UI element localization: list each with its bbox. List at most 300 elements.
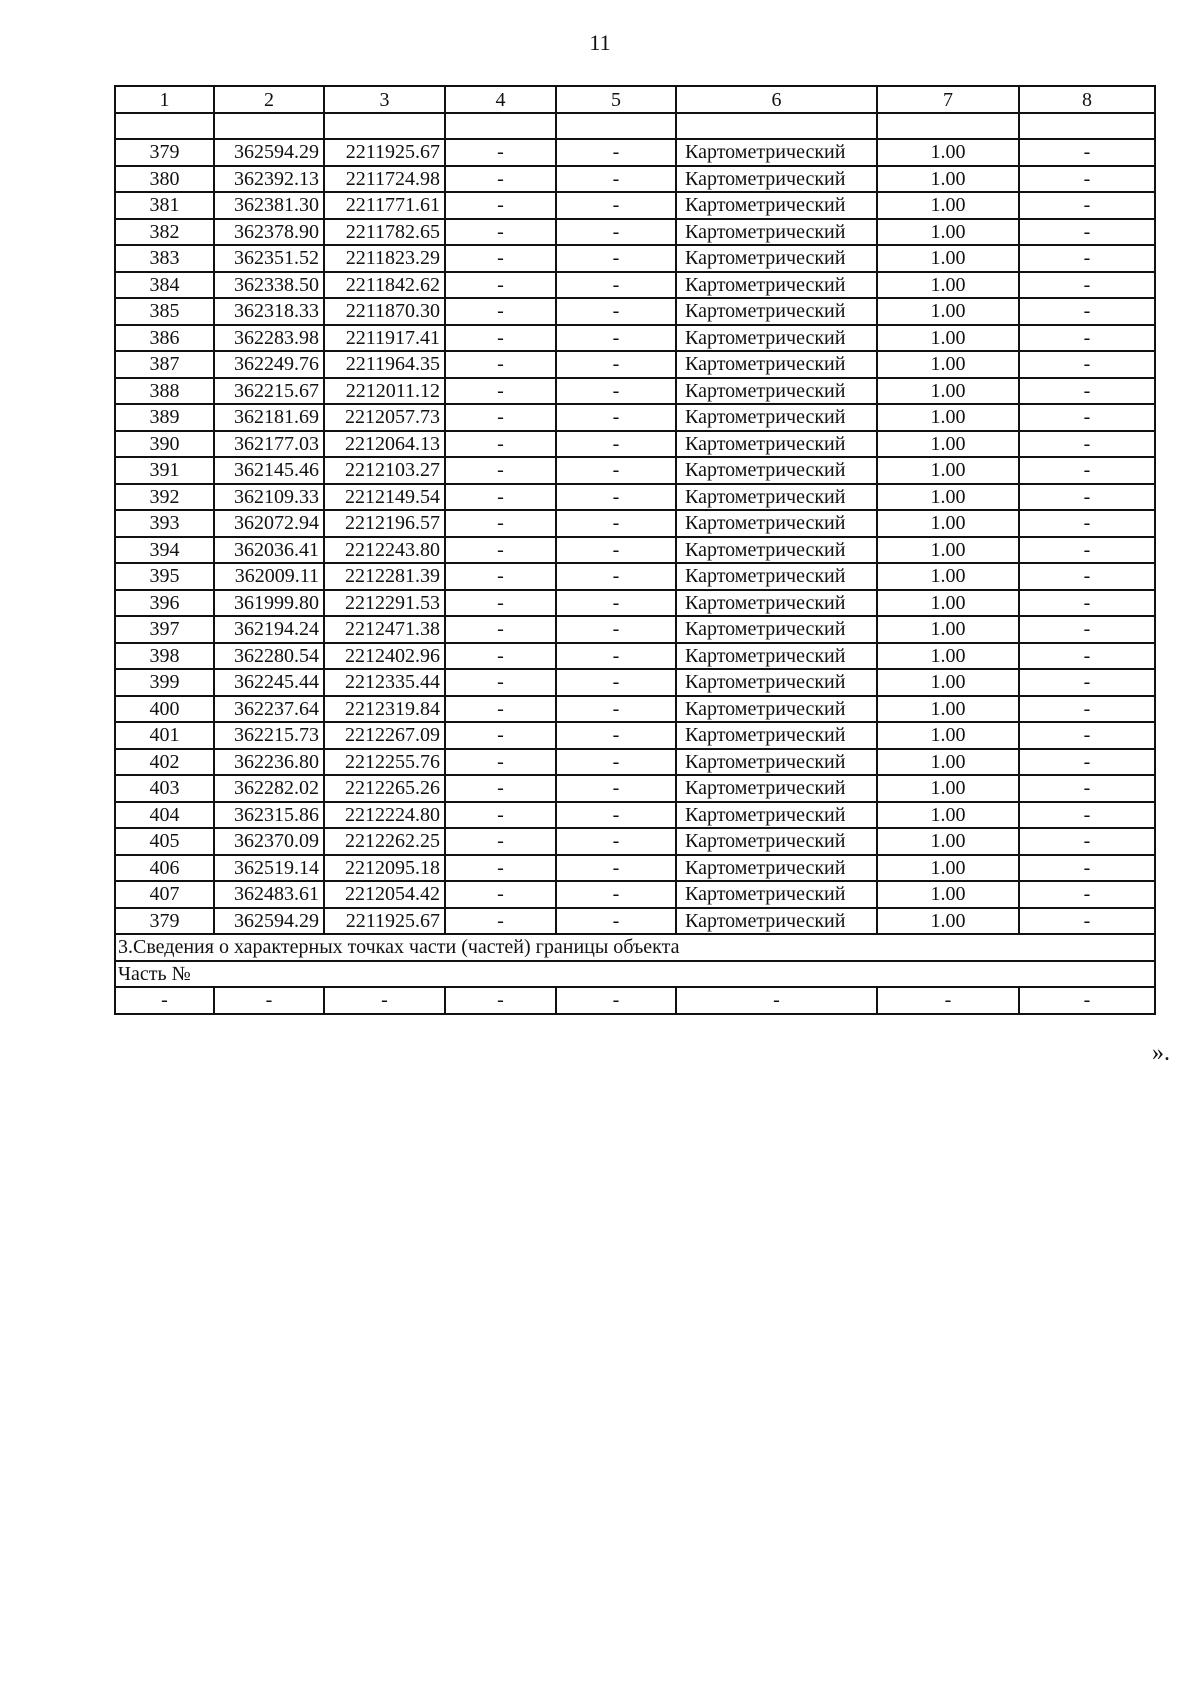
column-header: 6 [676, 86, 877, 113]
col5-cell: - [556, 537, 676, 564]
col5-cell: - [556, 431, 676, 458]
accuracy-cell: 1.00 [877, 669, 1019, 696]
y-coordinate-cell: 2212224.80 [324, 802, 445, 829]
y-coordinate-cell: 2212103.27 [324, 457, 445, 484]
accuracy-cell: 1.00 [877, 272, 1019, 299]
x-coordinate-cell: 362072.94 [214, 510, 324, 537]
col5-cell: - [556, 298, 676, 325]
method-cell: Картометрический [676, 166, 877, 193]
point-number-cell: 386 [115, 325, 214, 352]
accuracy-cell: 1.00 [877, 696, 1019, 723]
col5-cell: - [556, 563, 676, 590]
dash-cell: - [556, 987, 676, 1014]
x-coordinate-cell: 362594.29 [214, 139, 324, 166]
method-cell: Картометрический [676, 272, 877, 299]
table-row [115, 908, 1155, 935]
point-number-cell: 379 [115, 908, 214, 935]
table-row [115, 219, 1155, 246]
col5-cell: - [556, 457, 676, 484]
col8-cell: - [1019, 510, 1155, 537]
col5-cell: - [556, 802, 676, 829]
dash-cell: - [324, 987, 445, 1014]
section-title: 3.Сведения о характерных точках части (частей) границы объекта [115, 934, 1155, 961]
point-number-cell: 407 [115, 881, 214, 908]
accuracy-cell: 1.00 [877, 828, 1019, 855]
empty-cell [1019, 113, 1155, 139]
page-number: 11 [589, 30, 611, 55]
accuracy-cell: 1.00 [877, 139, 1019, 166]
col5-cell: - [556, 722, 676, 749]
col8-cell: - [1019, 643, 1155, 670]
method-cell: Картометрический [676, 351, 877, 378]
point-number-cell: 382 [115, 219, 214, 246]
col4-cell: - [445, 351, 556, 378]
col8-cell: - [1019, 351, 1155, 378]
accuracy-cell: 1.00 [877, 457, 1019, 484]
point-number-cell: 402 [115, 749, 214, 776]
col8-cell: - [1019, 298, 1155, 325]
table-row [115, 775, 1155, 802]
accuracy-cell: 1.00 [877, 537, 1019, 564]
empty-cell [115, 113, 214, 139]
col4-cell: - [445, 881, 556, 908]
x-coordinate-cell: 362282.02 [214, 775, 324, 802]
x-coordinate-cell: 362594.29 [214, 908, 324, 935]
empty-cell [556, 113, 676, 139]
col8-cell: - [1019, 139, 1155, 166]
method-cell: Картометрический [676, 643, 877, 670]
x-coordinate-cell: 362280.54 [214, 643, 324, 670]
method-cell: Картометрический [676, 404, 877, 431]
point-number-cell: 380 [115, 166, 214, 193]
section-title-row [115, 934, 1155, 961]
col8-cell: - [1019, 192, 1155, 219]
x-coordinate-cell: 362236.80 [214, 749, 324, 776]
empty-cell [214, 113, 324, 139]
point-number-cell: 405 [115, 828, 214, 855]
method-cell: Картометрический [676, 537, 877, 564]
coordinates-table [114, 85, 1156, 1015]
table-row [115, 351, 1155, 378]
table-row [115, 378, 1155, 405]
y-coordinate-cell: 2212267.09 [324, 722, 445, 749]
col4-cell: - [445, 245, 556, 272]
col5-cell: - [556, 219, 676, 246]
col4-cell: - [445, 298, 556, 325]
method-cell: Картометрический [676, 590, 877, 617]
col8-cell: - [1019, 590, 1155, 617]
method-cell: Картометрический [676, 457, 877, 484]
point-number-cell: 381 [115, 192, 214, 219]
method-cell: Картометрический [676, 219, 877, 246]
table-row [115, 722, 1155, 749]
method-cell: Картометрический [676, 696, 877, 723]
col8-cell: - [1019, 775, 1155, 802]
accuracy-cell: 1.00 [877, 775, 1019, 802]
col5-cell: - [556, 404, 676, 431]
dash-cell: - [214, 987, 324, 1014]
col5-cell: - [556, 775, 676, 802]
column-header-row [115, 86, 1155, 113]
col8-cell: - [1019, 325, 1155, 352]
table-row [115, 881, 1155, 908]
y-coordinate-cell: 2211771.61 [324, 192, 445, 219]
point-number-cell: 398 [115, 643, 214, 670]
table-row [115, 590, 1155, 617]
col4-cell: - [445, 775, 556, 802]
accuracy-cell: 1.00 [877, 351, 1019, 378]
x-coordinate-cell: 362177.03 [214, 431, 324, 458]
x-coordinate-cell: 362378.90 [214, 219, 324, 246]
point-number-cell: 389 [115, 404, 214, 431]
y-coordinate-cell: 2212196.57 [324, 510, 445, 537]
point-number-cell: 397 [115, 616, 214, 643]
col5-cell: - [556, 643, 676, 670]
y-coordinate-cell: 2212149.54 [324, 484, 445, 511]
empty-cell [324, 113, 445, 139]
point-number-cell: 392 [115, 484, 214, 511]
col4-cell: - [445, 643, 556, 670]
x-coordinate-cell: 362370.09 [214, 828, 324, 855]
accuracy-cell: 1.00 [877, 431, 1019, 458]
method-cell: Картометрический [676, 669, 877, 696]
table-body [115, 86, 1155, 934]
col8-cell: - [1019, 537, 1155, 564]
part-label: Часть № [115, 961, 1155, 988]
column-header: 7 [877, 86, 1019, 113]
x-coordinate-cell: 362036.41 [214, 537, 324, 564]
col8-cell: - [1019, 722, 1155, 749]
method-cell: Картометрический [676, 563, 877, 590]
x-coordinate-cell: 362315.86 [214, 802, 324, 829]
accuracy-cell: 1.00 [877, 192, 1019, 219]
table-row [115, 166, 1155, 193]
method-cell: Картометрический [676, 802, 877, 829]
col5-cell: - [556, 325, 676, 352]
table-row [115, 643, 1155, 670]
col8-cell: - [1019, 908, 1155, 935]
method-cell: Картометрический [676, 298, 877, 325]
x-coordinate-cell: 362392.13 [214, 166, 324, 193]
col4-cell: - [445, 139, 556, 166]
method-cell: Картометрический [676, 722, 877, 749]
col5-cell: - [556, 669, 676, 696]
col8-cell: - [1019, 484, 1155, 511]
method-cell: Картометрический [676, 510, 877, 537]
point-number-cell: 394 [115, 537, 214, 564]
col8-cell: - [1019, 855, 1155, 882]
y-coordinate-cell: 2212281.39 [324, 563, 445, 590]
col4-cell: - [445, 669, 556, 696]
col4-cell: - [445, 828, 556, 855]
col8-cell: - [1019, 378, 1155, 405]
col4-cell: - [445, 590, 556, 617]
method-cell: Картометрический [676, 192, 877, 219]
table-row [115, 325, 1155, 352]
accuracy-cell: 1.00 [877, 749, 1019, 776]
y-coordinate-cell: 2212319.84 [324, 696, 445, 723]
y-coordinate-cell: 2211964.35 [324, 351, 445, 378]
col5-cell: - [556, 590, 676, 617]
y-coordinate-cell: 2212057.73 [324, 404, 445, 431]
col4-cell: - [445, 696, 556, 723]
y-coordinate-cell: 2212402.96 [324, 643, 445, 670]
empty-cell [676, 113, 877, 139]
column-header: 4 [445, 86, 556, 113]
table-row [115, 616, 1155, 643]
col4-cell: - [445, 616, 556, 643]
accuracy-cell: 1.00 [877, 378, 1019, 405]
table-row [115, 537, 1155, 564]
col8-cell: - [1019, 749, 1155, 776]
y-coordinate-cell: 2212335.44 [324, 669, 445, 696]
col4-cell: - [445, 749, 556, 776]
col8-cell: - [1019, 245, 1155, 272]
x-coordinate-cell: 362145.46 [214, 457, 324, 484]
column-header: 2 [214, 86, 324, 113]
y-coordinate-cell: 2211917.41 [324, 325, 445, 352]
col5-cell: - [556, 484, 676, 511]
table-row [115, 192, 1155, 219]
point-number-cell: 388 [115, 378, 214, 405]
table-row [115, 669, 1155, 696]
x-coordinate-cell: 362338.50 [214, 272, 324, 299]
y-coordinate-cell: 2211782.65 [324, 219, 445, 246]
point-number-cell: 395 [115, 563, 214, 590]
col4-cell: - [445, 404, 556, 431]
col5-cell: - [556, 616, 676, 643]
table-row [115, 563, 1155, 590]
y-coordinate-cell: 2212011.12 [324, 378, 445, 405]
empty-cell [445, 113, 556, 139]
dash-cell: - [445, 987, 556, 1014]
col8-cell: - [1019, 802, 1155, 829]
method-cell: Картометрический [676, 881, 877, 908]
col5-cell: - [556, 166, 676, 193]
table-footer [115, 934, 1155, 1014]
point-number-cell: 406 [115, 855, 214, 882]
y-coordinate-cell: 2211842.62 [324, 272, 445, 299]
empty-cell [877, 113, 1019, 139]
x-coordinate-cell: 362351.52 [214, 245, 324, 272]
y-coordinate-cell: 2212243.80 [324, 537, 445, 564]
method-cell: Картометрический [676, 431, 877, 458]
point-number-cell: 403 [115, 775, 214, 802]
col8-cell: - [1019, 431, 1155, 458]
col8-cell: - [1019, 669, 1155, 696]
accuracy-cell: 1.00 [877, 563, 1019, 590]
method-cell: Картометрический [676, 245, 877, 272]
col5-cell: - [556, 696, 676, 723]
x-coordinate-cell: 362215.67 [214, 378, 324, 405]
method-cell: Картометрический [676, 616, 877, 643]
col5-cell: - [556, 908, 676, 935]
point-number-cell: 379 [115, 139, 214, 166]
col5-cell: - [556, 139, 676, 166]
closing-quote: ». [1152, 1040, 1170, 1066]
part-label-row [115, 961, 1155, 988]
table-row [115, 510, 1155, 537]
point-number-cell: 390 [115, 431, 214, 458]
table-row [115, 484, 1155, 511]
x-coordinate-cell: 361999.80 [214, 590, 324, 617]
y-coordinate-cell: 2211925.67 [324, 908, 445, 935]
col4-cell: - [445, 537, 556, 564]
point-number-cell: 404 [115, 802, 214, 829]
method-cell: Картометрический [676, 139, 877, 166]
x-coordinate-cell: 362109.33 [214, 484, 324, 511]
method-cell: Картометрический [676, 908, 877, 935]
col4-cell: - [445, 219, 556, 246]
col8-cell: - [1019, 828, 1155, 855]
point-number-cell: 385 [115, 298, 214, 325]
col5-cell: - [556, 192, 676, 219]
col4-cell: - [445, 431, 556, 458]
accuracy-cell: 1.00 [877, 219, 1019, 246]
x-coordinate-cell: 362181.69 [214, 404, 324, 431]
point-number-cell: 401 [115, 722, 214, 749]
x-coordinate-cell: 362283.98 [214, 325, 324, 352]
accuracy-cell: 1.00 [877, 908, 1019, 935]
col4-cell: - [445, 457, 556, 484]
col4-cell: - [445, 166, 556, 193]
col4-cell: - [445, 272, 556, 299]
y-coordinate-cell: 2212471.38 [324, 616, 445, 643]
x-coordinate-cell: 362249.76 [214, 351, 324, 378]
col8-cell: - [1019, 881, 1155, 908]
x-coordinate-cell: 362483.61 [214, 881, 324, 908]
point-number-cell: 399 [115, 669, 214, 696]
accuracy-cell: 1.00 [877, 643, 1019, 670]
table-row [115, 828, 1155, 855]
table-row [115, 749, 1155, 776]
table-row [115, 245, 1155, 272]
column-header: 8 [1019, 86, 1155, 113]
method-cell: Картометрический [676, 855, 877, 882]
col8-cell: - [1019, 166, 1155, 193]
col8-cell: - [1019, 616, 1155, 643]
accuracy-cell: 1.00 [877, 166, 1019, 193]
col5-cell: - [556, 855, 676, 882]
column-header: 5 [556, 86, 676, 113]
point-number-cell: 384 [115, 272, 214, 299]
col5-cell: - [556, 510, 676, 537]
col8-cell: - [1019, 219, 1155, 246]
accuracy-cell: 1.00 [877, 881, 1019, 908]
y-coordinate-cell: 2212291.53 [324, 590, 445, 617]
method-cell: Картометрический [676, 749, 877, 776]
accuracy-cell: 1.00 [877, 325, 1019, 352]
column-header: 3 [324, 86, 445, 113]
y-coordinate-cell: 2212064.13 [324, 431, 445, 458]
table-row [115, 272, 1155, 299]
table-row [115, 431, 1155, 458]
x-coordinate-cell: 362381.30 [214, 192, 324, 219]
col4-cell: - [445, 563, 556, 590]
y-coordinate-cell: 2212262.25 [324, 828, 445, 855]
table-row [115, 696, 1155, 723]
y-coordinate-cell: 2212265.26 [324, 775, 445, 802]
point-number-cell: 383 [115, 245, 214, 272]
empty-row [115, 113, 1155, 139]
point-number-cell: 400 [115, 696, 214, 723]
col4-cell: - [445, 484, 556, 511]
dash-cell: - [676, 987, 877, 1014]
table-row [115, 802, 1155, 829]
col4-cell: - [445, 510, 556, 537]
x-coordinate-cell: 362237.64 [214, 696, 324, 723]
accuracy-cell: 1.00 [877, 484, 1019, 511]
point-number-cell: 393 [115, 510, 214, 537]
accuracy-cell: 1.00 [877, 298, 1019, 325]
y-coordinate-cell: 2212054.42 [324, 881, 445, 908]
col8-cell: - [1019, 404, 1155, 431]
col5-cell: - [556, 749, 676, 776]
col4-cell: - [445, 802, 556, 829]
table-row [115, 457, 1155, 484]
col4-cell: - [445, 908, 556, 935]
x-coordinate-cell: 362245.44 [214, 669, 324, 696]
dash-cell: - [877, 987, 1019, 1014]
col4-cell: - [445, 192, 556, 219]
col8-cell: - [1019, 563, 1155, 590]
method-cell: Картометрический [676, 378, 877, 405]
point-number-cell: 387 [115, 351, 214, 378]
accuracy-cell: 1.00 [877, 245, 1019, 272]
col5-cell: - [556, 272, 676, 299]
table-row [115, 298, 1155, 325]
x-coordinate-cell: 362318.33 [214, 298, 324, 325]
y-coordinate-cell: 2211870.30 [324, 298, 445, 325]
y-coordinate-cell: 2212255.76 [324, 749, 445, 776]
col5-cell: - [556, 378, 676, 405]
col8-cell: - [1019, 696, 1155, 723]
accuracy-cell: 1.00 [877, 722, 1019, 749]
x-coordinate-cell: 362194.24 [214, 616, 324, 643]
y-coordinate-cell: 2212095.18 [324, 855, 445, 882]
col5-cell: - [556, 828, 676, 855]
col4-cell: - [445, 722, 556, 749]
accuracy-cell: 1.00 [877, 802, 1019, 829]
x-coordinate-cell: 362009.11 [214, 563, 324, 590]
column-header: 1 [115, 86, 214, 113]
method-cell: Картометрический [676, 484, 877, 511]
dash-row [115, 987, 1155, 1014]
col4-cell: - [445, 855, 556, 882]
x-coordinate-cell: 362519.14 [214, 855, 324, 882]
accuracy-cell: 1.00 [877, 616, 1019, 643]
col5-cell: - [556, 881, 676, 908]
y-coordinate-cell: 2211925.67 [324, 139, 445, 166]
point-number-cell: 391 [115, 457, 214, 484]
y-coordinate-cell: 2211823.29 [324, 245, 445, 272]
point-number-cell: 396 [115, 590, 214, 617]
dash-cell: - [115, 987, 214, 1014]
method-cell: Картометрический [676, 828, 877, 855]
col4-cell: - [445, 378, 556, 405]
method-cell: Картометрический [676, 325, 877, 352]
y-coordinate-cell: 2211724.98 [324, 166, 445, 193]
col8-cell: - [1019, 457, 1155, 484]
dash-cell: - [1019, 987, 1155, 1014]
table-row [115, 855, 1155, 882]
col4-cell: - [445, 325, 556, 352]
col5-cell: - [556, 245, 676, 272]
col8-cell: - [1019, 272, 1155, 299]
accuracy-cell: 1.00 [877, 510, 1019, 537]
accuracy-cell: 1.00 [877, 590, 1019, 617]
x-coordinate-cell: 362215.73 [214, 722, 324, 749]
